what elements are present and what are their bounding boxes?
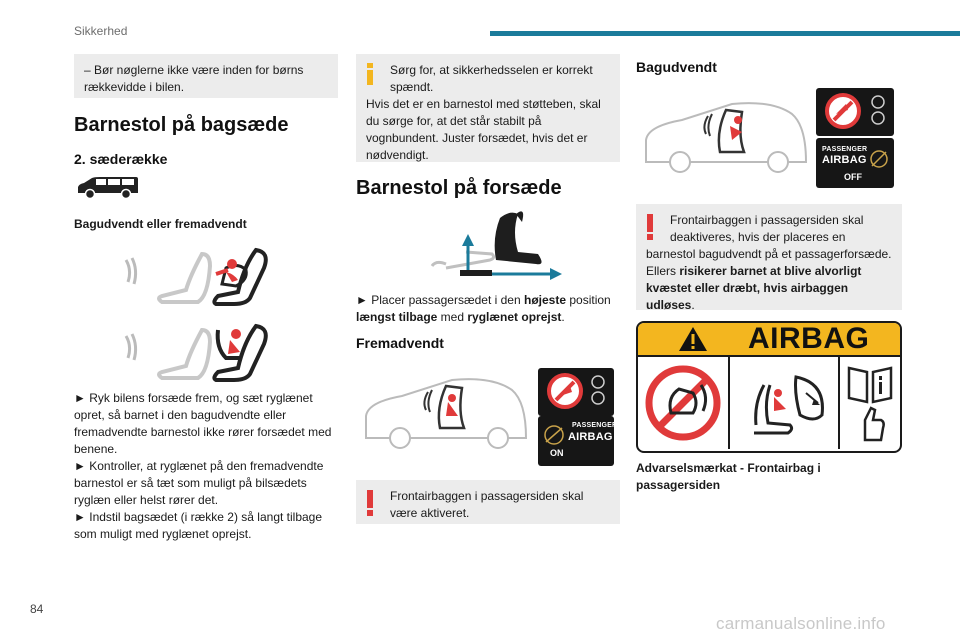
warn-indent-line: deaktiveres, hvis der placeres en — [670, 230, 846, 244]
warning-triangle-icon — [678, 326, 708, 352]
panel-status: ON — [550, 448, 564, 458]
instruction-text: position — [566, 293, 611, 307]
panel-line2: AIRBAG — [822, 154, 867, 166]
heading-front-seat: Barnestol på forsæde — [356, 177, 562, 199]
note-keys — [74, 54, 338, 98]
bullet-text: Indstil bagsædet (i række 2) så langt tilbage som muligt med ryglænet oprejst. — [74, 510, 323, 541]
warn-first-line: Frontairbaggen i passagersiden skal — [390, 489, 584, 503]
subheading-rear-facing: Bagudvendt — [636, 59, 717, 75]
seat-forward-facing-illustration — [118, 322, 278, 382]
passenger-airbag-on-indicator — [538, 416, 618, 466]
warning-exclamation-icon — [366, 490, 374, 516]
car-forward-facing-illustration — [362, 372, 532, 452]
warning-airbag-active — [356, 480, 620, 524]
warn-rest: være aktiveret. — [390, 506, 470, 520]
read-manual-icon — [845, 362, 895, 444]
subheading-second-row: 2. sæderække — [74, 151, 168, 167]
airbag-label-pictograms — [638, 357, 900, 449]
info-icon — [366, 63, 374, 85]
panel-status: OFF — [844, 172, 862, 182]
caption-airbag-label: Advarselsmærkat - Frontairbag i passagersiden — [636, 461, 821, 492]
bullet-text: Kontroller, at ryglænet på den fremadvendte barnestol er så tæt som muligt på bilsædets ryglæn eller helst rører det. — [74, 459, 324, 507]
airbag-symbol-icon — [588, 374, 608, 408]
warn-rest-text: barnestol bagudvendt på et passagerforsæde. Ellers — [646, 247, 892, 278]
info-rest: Hvis det er en barnestol med støtteben, skal du sørge for, at det står stabilt på vognbundent. Juster forsædet, hvis det er nødvendigt. — [366, 97, 601, 162]
instruction-bold: længst tilbage — [356, 310, 438, 324]
instruction-text: med — [437, 310, 468, 324]
instruction-bold: ryglænet oprejst — [467, 310, 562, 324]
note-keys-text: – Bør nøglerne ikke være inden for børns rækkevidde i bilen. — [84, 63, 304, 94]
bullet-marker: ► — [74, 510, 86, 524]
heading-rear-seat: Barnestol på bagsæde — [74, 114, 289, 136]
subheading-forward-facing: Fremadvendt — [356, 335, 444, 351]
bullet-marker: ► — [74, 391, 86, 405]
header-accent-bar — [490, 31, 960, 36]
airbag-forward-icon-panel — [538, 368, 614, 416]
instruction-bold: højeste — [524, 293, 567, 307]
no-rear-facing-icon — [824, 92, 862, 130]
front-seat-instruction — [356, 292, 622, 326]
instruction-text: Placer passagersædet i den — [371, 293, 524, 307]
passenger-airbag-off-indicator — [816, 138, 894, 188]
airbag-label-header — [638, 323, 900, 357]
bullet-list-rear — [74, 390, 340, 543]
seat-rear-facing-illustration — [118, 246, 278, 308]
warn-bold-text: risikerer barnet at blive alvorligt kvæstet eller dræbt, hvis airbaggen udløses — [646, 264, 862, 312]
car-rear-facing-illustration — [642, 96, 812, 176]
bullet-item — [74, 458, 340, 509]
panel-line2: AIRBAG — [568, 431, 613, 443]
bullet-marker: ► — [356, 293, 368, 307]
airbag-label-word: AIRBAG — [748, 322, 870, 355]
warn-end-text: . — [691, 298, 695, 312]
info-seatbelt-note — [356, 54, 620, 162]
warning-exclamation-icon — [646, 214, 654, 240]
bullet-marker: ► — [74, 459, 86, 473]
bullet-item — [74, 509, 340, 543]
caption-rear-forward: Bagudvendt eller fremadvendt — [74, 217, 247, 231]
van-icon — [76, 175, 140, 201]
no-rear-facing-icon — [546, 372, 584, 410]
airbag-deploy-seat-icon — [734, 363, 834, 443]
warning-airbag-deactivate — [636, 204, 902, 310]
airbag-crossed-icon — [868, 148, 890, 170]
instruction-text: . — [561, 310, 565, 324]
info-first-line: Sørg for, at sikkerhedsselen er korrekt spændt. — [390, 63, 593, 94]
page-number: 84 — [30, 602, 44, 616]
warn-first-line: Frontairbaggen i passagersiden skal — [670, 213, 864, 227]
pictogram-airbag-deploy — [730, 357, 840, 449]
prohibited-rear-facing-icon — [643, 363, 723, 443]
running-header: Sikkerhed — [74, 24, 128, 38]
airbag-symbol-icon — [868, 94, 888, 128]
front-seat-adjust-illustration — [426, 208, 586, 284]
panel-line1: PASSENGER — [572, 422, 618, 429]
bullet-item — [74, 390, 340, 458]
airbag-crossed-icon — [542, 424, 566, 446]
pictogram-no-child-seat — [638, 357, 730, 449]
bullet-text: Ryk bilens forsæde frem, og sæt ryglænet opret, så barnet i den bagudvendte eller fremadvendte barnestol ikke rører forsædet med benene. — [74, 391, 332, 456]
warn-rest — [646, 246, 892, 314]
airbag-warning-label — [636, 321, 902, 453]
watermark: carmanualsonline.info — [716, 614, 886, 633]
panel-line1: PASSENGER — [822, 146, 868, 153]
airbag-rear-icon-panel — [816, 88, 894, 136]
pictogram-read-manual — [840, 357, 900, 449]
